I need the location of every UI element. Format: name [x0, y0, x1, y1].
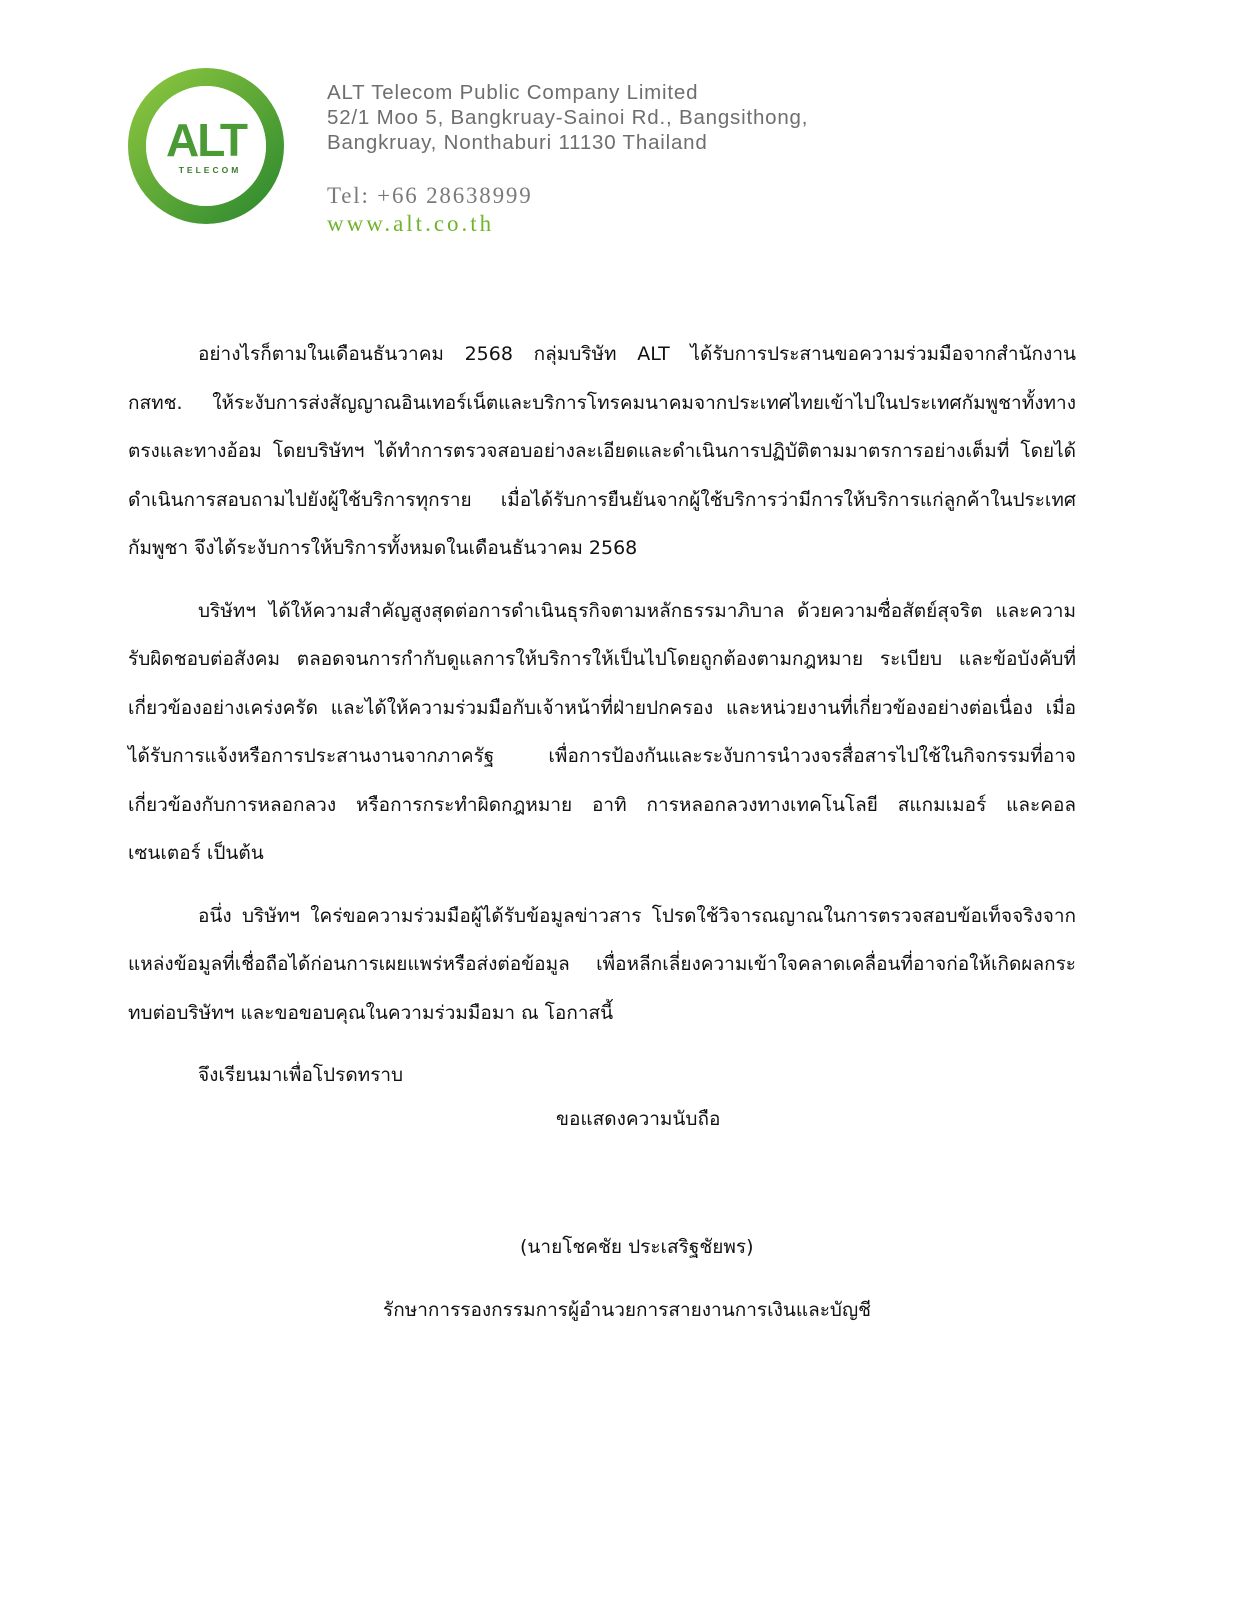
- logo-text: ALT: [165, 114, 247, 166]
- address-line-2: Bangkruay, Nonthaburi 11130 Thailand: [327, 131, 708, 154]
- regards: ขอแสดงความนับถือ: [556, 1108, 721, 1130]
- signer-title: รักษาการรองกรรมการผู้อำนวยการสายงานการเงินและบัญชี: [383, 1299, 872, 1321]
- alt-telecom-logo: [126, 66, 286, 226]
- contact-block: [327, 182, 927, 238]
- telephone: Tel: +66 28638999: [327, 183, 533, 208]
- company-name: ALT Telecom Public Company Limited: [327, 81, 699, 104]
- signer-name: (นายโชคชัย ประเสริฐชัยพร): [520, 1236, 754, 1258]
- address-line-1: 52/1 Moo 5, Bangkruay-Sainoi Rd., Bangsithong,: [327, 106, 809, 129]
- logo-subtext: TELECOM: [178, 165, 242, 175]
- letterhead: [327, 80, 927, 238]
- paragraph-1: อย่างไรก็ตามในเดือนธันวาคม 2568 กลุ่มบริษัท ALT ได้รับการประสานขอความร่วมมือจากสำนักงาน กสทช. ให้ระงับการส่งสัญญาณอินเทอร์เน็ตและบริการโทรคมนาคมจากประเทศไทยเข้าไปในประเทศกัมพูชาทั้งทางตรงและทางอ้อม โดยบริษัทฯ ได้ทำการตรวจสอบอย่างละเอียดและดำเนินการปฏิบัติตามมาตรการอย่างเต็มที่ โดยได้ดำเนินการสอบถามไปยังผู้ใช้บริการทุกราย เมื่อได้รับการยืนยันจากผู้ใช้บริการว่ามีการให้บริการแก่ลูกค้าในประเทศกัมพูชา จึงได้ระงับการให้บริการทั้งหมดในเดือนธันวาคม 2568: [128, 343, 1076, 559]
- letter-body: [128, 330, 1076, 1100]
- closing-line: จึงเรียนมาเพื่อโปรดทราบ: [198, 1064, 404, 1086]
- website: www.alt.co.th: [327, 211, 495, 236]
- paragraph-3: อนึ่ง บริษัทฯ ใคร่ขอความร่วมมือผู้ได้รับข้อมูลข่าวสาร โปรดใช้วิจารณญาณในการตรวจสอบข้อเท็จจริงจากแหล่งข้อมูลที่เชื่อถือได้ก่อนการเผยแพร่หรือส่งต่อข้อมูล เพื่อหลีกเลี่ยงความเข้าใจคลาดเคลื่อนที่อาจก่อให้เกิดผลกระทบต่อบริษัทฯ และขอขอบคุณในความร่วมมือมา ณ โอกาสนี้: [128, 904, 1076, 1024]
- paragraph-2: บริษัทฯ ได้ให้ความสำคัญสูงสุดต่อการดำเนินธุรกิจตามหลักธรรมาภิบาล ด้วยความซื่อสัตย์สุจริต และความรับผิดชอบต่อสังคม ตลอดจนการกำกับดูแลการให้บริการให้เป็นไปโดยถูกต้องตามกฎหมาย ระเบียบ และข้อบังคับที่เกี่ยวข้องอย่างเคร่งครัด และได้ให้ความร่วมมือกับเจ้าหน้าที่ฝ่ายปกครอง และหน่วยงานที่เกี่ยวข้องอย่างต่อเนื่อง เมื่อได้รับการแจ้งหรือการประสานงานจากภาครัฐ เพื่อการป้องกันและระงับการนำวงจรสื่อสารไปใช้ในกิจกรรมที่อาจเกี่ยวข้องกับการหลอกลวง หรือการกระทำผิดกฎหมาย อาทิ การหลอกลวงทางเทคโนโลยี สแกมเมอร์ และคอลเซนเตอร์ เป็นต้น: [128, 599, 1076, 864]
